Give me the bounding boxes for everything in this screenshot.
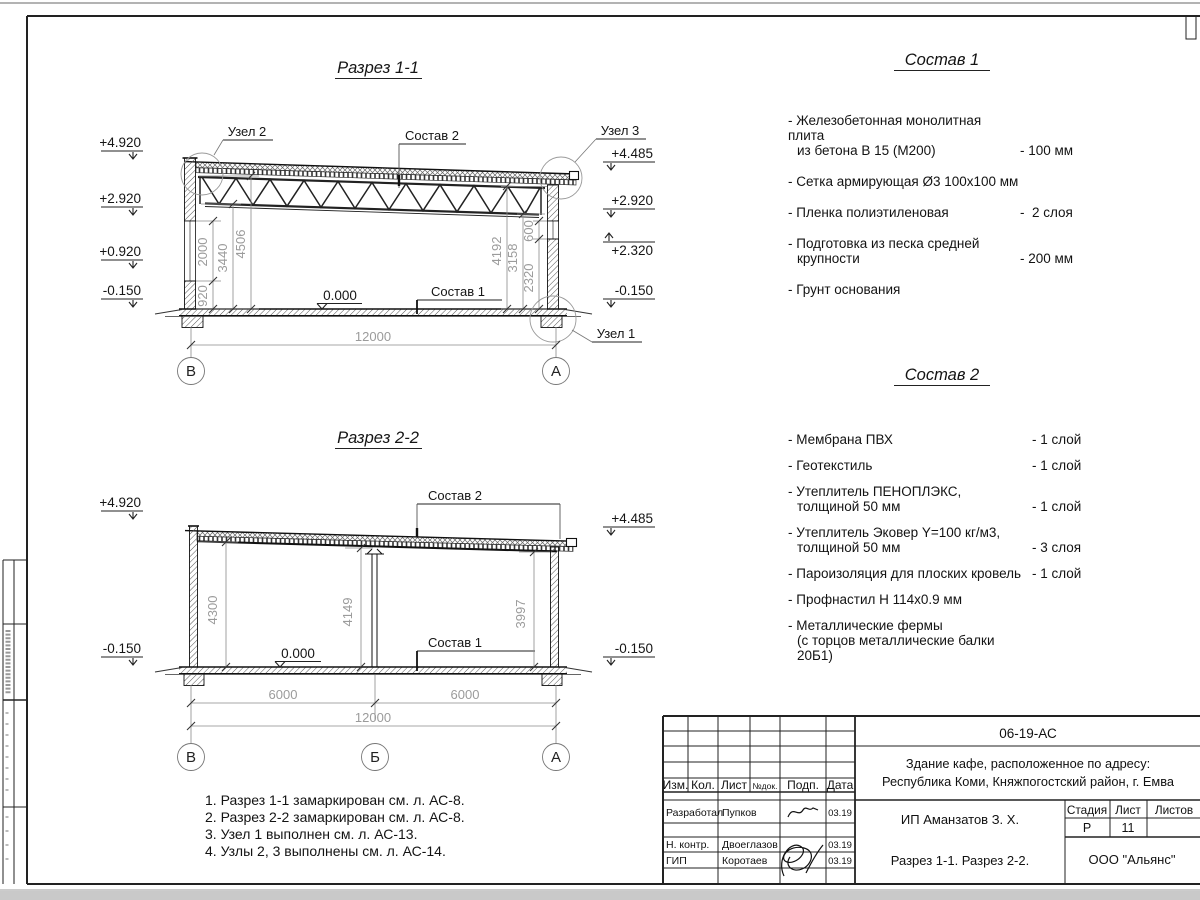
- roof-truss: [198, 177, 545, 218]
- row-name: Пупков: [722, 807, 757, 819]
- right-foundation: [541, 316, 562, 328]
- left-foundation: [182, 316, 203, 328]
- svg-text:+2.320: +2.320: [611, 243, 653, 258]
- sostav-1-ref-label-22: Состав 1: [428, 635, 482, 650]
- list-item: - Сетка армирующая Ø3 100х100 мм: [788, 174, 1019, 189]
- callouts-22: [275, 488, 560, 671]
- col-stadia: Стадия: [1066, 803, 1108, 817]
- elevation-marks-left: [99, 135, 143, 307]
- row-role: ГИП: [666, 855, 687, 867]
- left-wall-lower: [185, 281, 196, 309]
- row-date: 03.19: [828, 856, 852, 867]
- svg-text:+4.920: +4.920: [99, 495, 141, 510]
- svg-text:+4.920: +4.920: [99, 135, 141, 150]
- col-kol: Кол.: [691, 778, 715, 792]
- list-item: - Утеплитель Эковер Y=100 кг/м3, толщиной 50 мм - 3 слоя: [788, 525, 1082, 555]
- doc-code: 06-19-АС: [999, 726, 1057, 741]
- list-item: - Подготовка из песка средней крупности - 200 мм: [788, 236, 1074, 266]
- svg-text:2000: 2000: [195, 237, 210, 267]
- col-sheet: Лист: [1115, 803, 1141, 817]
- svg-text:+0.920: +0.920: [99, 244, 141, 259]
- list-item: - Геотекстиль - 1 слой: [788, 458, 1082, 473]
- sostav-2-ref-label: Состав 2: [405, 128, 459, 143]
- section-2-2-drawing: [95, 425, 665, 785]
- svg-text:4149: 4149: [340, 597, 355, 627]
- company-name: ООО "Альянс": [1088, 852, 1176, 867]
- uzel-3-label: Узел 3: [600, 123, 640, 138]
- svg-text:2320: 2320: [521, 263, 536, 293]
- svg-text:Б: Б: [370, 749, 380, 766]
- svg-text:3997: 3997: [513, 599, 528, 629]
- zero-level-label: 0.000: [323, 288, 357, 303]
- list-item: - Профнастил Н 114х0.9 мм: [788, 592, 962, 607]
- floor-slab: [155, 309, 592, 328]
- row-name: Коротаев: [722, 855, 768, 867]
- right-wall-lower: [548, 239, 559, 309]
- col-podp: Подп.: [787, 778, 819, 792]
- list-item: - Металлические фермы (с торцов металлические балки 20Б1): [788, 618, 995, 663]
- svg-text:920: 920: [195, 285, 210, 307]
- paper-bottom-shadow: [0, 891, 1200, 900]
- section-1-1-title: Разрез 1-1: [337, 59, 419, 77]
- svg-text:4300: 4300: [205, 595, 220, 625]
- svg-text:12000: 12000: [354, 710, 392, 725]
- note-line: 1. Разрез 1-1 замаркирован см. л. АС-8.: [205, 792, 465, 808]
- signature-1: [788, 808, 818, 817]
- list-item: - Пленка полиэтиленовая - 2 слоя: [788, 205, 1073, 220]
- svg-text:+4.485: +4.485: [611, 146, 653, 161]
- title-block: [660, 713, 1200, 888]
- svg-text:6000: 6000: [268, 687, 298, 702]
- svg-text:3158: 3158: [505, 243, 520, 273]
- section-2-2-title: Разрез 2-2: [337, 429, 419, 447]
- svg-text:-0.150: -0.150: [614, 641, 653, 656]
- list-item: - Мембрана ПВХ - 1 слой: [788, 432, 1082, 447]
- roof-edge-cap: [570, 172, 579, 180]
- sostav-1-ref-label: Состав 1: [431, 284, 485, 299]
- sheet-title: Разрез 1-1. Разрез 2-2.: [890, 853, 1030, 868]
- row-role: Н. контр.: [666, 839, 710, 851]
- svg-text:3440: 3440: [215, 243, 230, 273]
- svg-text:-0.150: -0.150: [102, 641, 141, 656]
- sostav-2-list: [788, 368, 1096, 674]
- roof-edge-cap-22: [567, 539, 577, 547]
- svg-text:4506: 4506: [233, 229, 248, 259]
- list-item: - Железобетонная монолитная плита из бетона В 15 (М200) - 100 мм: [788, 113, 1074, 158]
- note-line: 2. Разрез 2-2 замаркирован см. л. АС-8.: [205, 809, 465, 825]
- note-line: 4. Узлы 2, 3 выполнены см. л. АС-14.: [205, 843, 446, 859]
- object-line-2: Республика Коми, Княжпогостский район, г. Емва: [881, 774, 1175, 789]
- uzel-2-label: Узел 2: [227, 124, 267, 139]
- zero-level-label-22: 0.000: [281, 646, 315, 661]
- left-parapet-wall: [185, 158, 196, 221]
- client-name: ИП Аманзатов З. Х.: [900, 812, 1020, 827]
- sostav-1-title: Состав 1: [894, 53, 990, 71]
- right-wall-22: [551, 547, 559, 667]
- svg-text:В: В: [185, 363, 197, 380]
- side-stamp-strip: [3, 560, 27, 884]
- middle-column: [372, 554, 377, 667]
- sostav-2-ref-label-22: Состав 2: [428, 488, 482, 503]
- svg-text:6000: 6000: [450, 687, 480, 702]
- side-stamp-text-smudge: [7, 630, 8, 866]
- uzel-1-label: Узел 1: [596, 326, 636, 341]
- span-dimension: [178, 327, 570, 385]
- section-1-1-drawing: [95, 55, 665, 405]
- floor-slab-22: [155, 667, 592, 686]
- col-izm: Изм.: [662, 778, 689, 792]
- svg-text:600: 600: [521, 220, 536, 242]
- sostav-1-list: [788, 53, 1096, 313]
- list-item: - Пароизоляция для плоских кровель - 1 слой: [788, 566, 1082, 581]
- col-list: Лист: [720, 778, 748, 792]
- elevation-marks-right: [603, 146, 655, 307]
- copy-number-box: [1186, 16, 1196, 39]
- span-dimensions-22: [178, 675, 570, 771]
- roof-package-22: [185, 531, 577, 552]
- sostav-2-title: Состав 2: [894, 368, 990, 386]
- svg-text:12000: 12000: [354, 329, 392, 344]
- signature-2: [782, 845, 823, 876]
- roof-package: [184, 162, 579, 185]
- svg-text:+2.920: +2.920: [99, 191, 141, 206]
- col-data: Дата: [826, 778, 854, 792]
- list-item: - Утеплитель ПЕНОПЛЭКС, толщиной 50 мм - 1 слой: [788, 484, 1082, 514]
- note-line: 3. Узел 1 выполнен см. л. АС-13.: [205, 826, 418, 842]
- col-ndok: №док.: [752, 781, 778, 791]
- svg-text:4192: 4192: [489, 236, 504, 266]
- svg-text:А: А: [550, 749, 562, 766]
- row-date: 03.19: [828, 840, 852, 851]
- row-role: Разработал: [666, 807, 724, 819]
- col-sheets: Листов: [1154, 803, 1194, 817]
- svg-text:-0.150: -0.150: [102, 283, 141, 298]
- svg-text:В: В: [185, 749, 197, 766]
- left-wall-22: [190, 526, 198, 667]
- row-date: 03.19: [828, 808, 852, 819]
- sheet-number: 11: [1121, 821, 1135, 835]
- svg-text:-0.150: -0.150: [614, 283, 653, 298]
- svg-text:+2.920: +2.920: [611, 193, 653, 208]
- right-wall-upper: [548, 185, 559, 221]
- stadia-value: Р: [1082, 821, 1092, 835]
- object-line-1: Здание кафе, расположенное по адресу:: [905, 756, 1151, 771]
- column-capital: [365, 549, 384, 554]
- svg-text:А: А: [550, 363, 562, 380]
- list-item: - Грунт основания: [788, 282, 901, 297]
- svg-text:+4.485: +4.485: [611, 511, 653, 526]
- row-name: Двоеглазов: [722, 839, 778, 851]
- sheet-notes: [205, 792, 465, 860]
- signatures: [782, 808, 823, 876]
